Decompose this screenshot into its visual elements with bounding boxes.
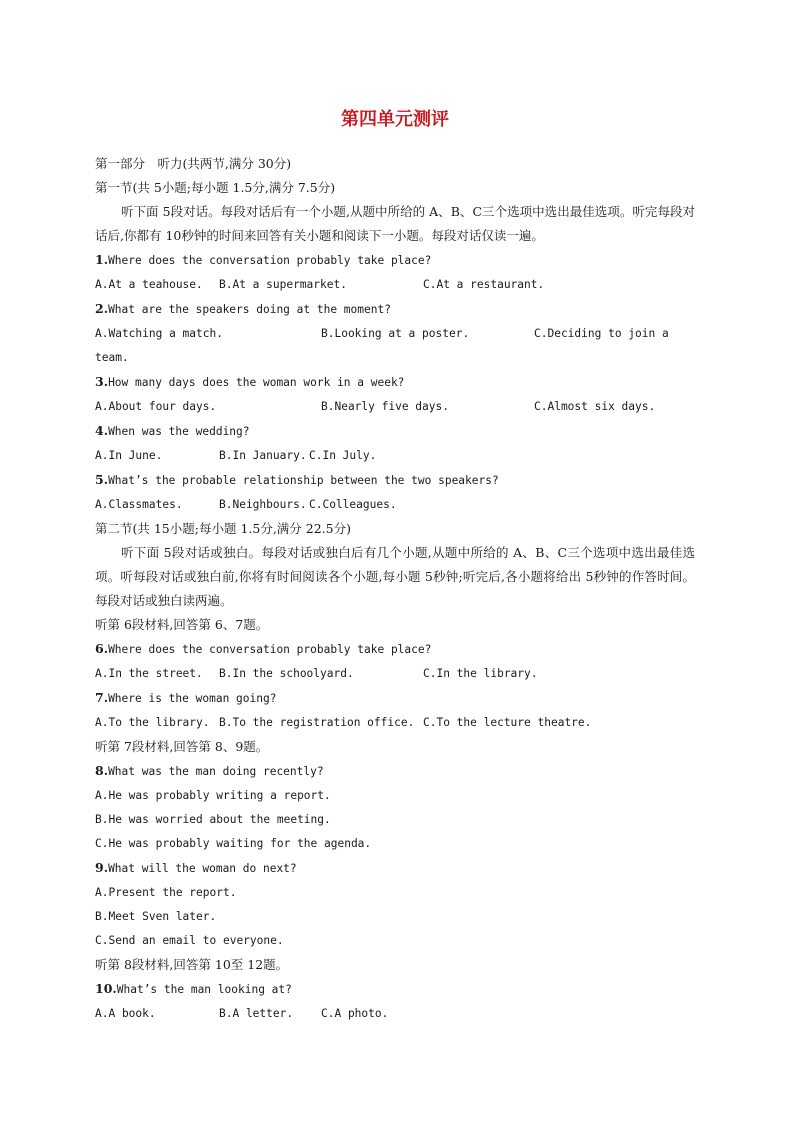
question-text: What was the man doing recently? bbox=[108, 765, 324, 778]
option-a: A.Present the report. bbox=[95, 886, 237, 899]
material-7-heading: 听第 7段材料,回答第 8、9题。 bbox=[95, 739, 269, 754]
question-6 bbox=[95, 637, 695, 662]
material-6-heading: 听第 6段材料,回答第 6、7题。 bbox=[95, 617, 269, 632]
option-a: A.A book. bbox=[95, 1007, 156, 1020]
option-b: B.Meet Sven later. bbox=[95, 910, 217, 923]
option-b: B.In January. bbox=[219, 449, 307, 462]
question-7-options bbox=[95, 711, 695, 735]
option-c: C.Almost six days. bbox=[534, 400, 656, 413]
option-b: B.A letter. bbox=[219, 1007, 294, 1020]
question-1 bbox=[95, 248, 695, 273]
option-c: C.A photo. bbox=[321, 1007, 389, 1020]
question-8 bbox=[95, 759, 695, 784]
question-text: What’s the man looking at? bbox=[116, 983, 292, 996]
page-title: 第四单元测评 bbox=[341, 109, 449, 130]
question-10 bbox=[95, 977, 695, 1002]
question-text: When was the wedding? bbox=[108, 425, 250, 438]
section2-heading: 第二节(共 15小题;每小题 1.5分,满分 22.5分) bbox=[95, 521, 351, 536]
option-b: B.In the schoolyard. bbox=[219, 667, 354, 680]
option-c: C.Send an email to everyone. bbox=[95, 934, 284, 947]
question-5-options bbox=[95, 493, 695, 517]
section1-instructions: 听下面 5段对话。每段对话后有一个小题,从题中所给的 A、B、C三个选项中选出最佳选项。听完每段对话后,你都有 10秒钟的时间来回答有关小题和阅读下一小题。每段对话仅读一遍。 bbox=[95, 204, 695, 243]
option-b: B.Looking at a poster. bbox=[321, 327, 470, 340]
question-8-option-c-row bbox=[95, 832, 695, 856]
question-text: Where does the conversation probably take place? bbox=[108, 254, 432, 267]
question-4-options bbox=[95, 444, 695, 468]
question-9-option-a-row bbox=[95, 881, 695, 905]
question-number: 9. bbox=[95, 860, 109, 875]
option-c: C.Deciding to join a bbox=[534, 327, 669, 340]
question-10-options bbox=[95, 1002, 695, 1026]
option-c: C.In July. bbox=[309, 449, 377, 462]
option-c: C.At a restaurant. bbox=[423, 278, 545, 291]
question-number: 8. bbox=[95, 763, 109, 778]
option-c: C.He was probably waiting for the agenda. bbox=[95, 837, 372, 850]
option-a: A.In the street. bbox=[95, 667, 203, 680]
part1-heading: 第一部分 听力(共两节,满分 30分) bbox=[95, 156, 292, 171]
question-8-option-b-row bbox=[95, 808, 695, 832]
question-9-option-b-row bbox=[95, 905, 695, 929]
question-3-options bbox=[95, 395, 695, 419]
question-7 bbox=[95, 686, 695, 711]
option-b: B.Neighbours. bbox=[219, 498, 307, 511]
option-b: B.To the registration office. bbox=[219, 716, 415, 729]
question-1-options bbox=[95, 273, 695, 297]
question-text: What’s the probable relationship between the two speakers? bbox=[108, 474, 499, 487]
question-3 bbox=[95, 370, 695, 395]
question-text: What are the speakers doing at the moment? bbox=[108, 303, 391, 316]
question-number: 7. bbox=[95, 690, 109, 705]
question-9 bbox=[95, 856, 695, 881]
question-5 bbox=[95, 468, 695, 493]
question-8-option-a-row bbox=[95, 784, 695, 808]
option-a: A.About four days. bbox=[95, 400, 217, 413]
section2-instructions: 听下面 5段对话或独白。每段对话或独白后有几个小题,从题中所给的 A、B、C三个选项中选出最佳选项。听每段对话或独白前,你将有时间阅读各个小题,每小题 5秒钟;听完后,各小题将给出 5秒钟的作答时间。每段对话或独白读两遍。 bbox=[95, 545, 695, 608]
question-6-options bbox=[95, 662, 695, 686]
option-c-continued: team. bbox=[95, 351, 129, 364]
question-9-option-c-row bbox=[95, 929, 695, 953]
question-number: 1. bbox=[95, 252, 109, 267]
option-a: A.Watching a match. bbox=[95, 327, 223, 340]
question-number: 2. bbox=[95, 301, 109, 316]
option-c: C.Colleagues. bbox=[309, 498, 397, 511]
question-text: How many days does the woman work in a week? bbox=[108, 376, 405, 389]
question-number: 4. bbox=[95, 423, 109, 438]
option-a: A.At a teahouse. bbox=[95, 278, 203, 291]
option-b: B.He was worried about the meeting. bbox=[95, 813, 331, 826]
option-b: B.Nearly five days. bbox=[321, 400, 449, 413]
question-2-options-cont bbox=[95, 346, 695, 370]
question-text: Where is the woman going? bbox=[108, 692, 277, 705]
question-2 bbox=[95, 297, 695, 322]
option-c: C.In the library. bbox=[423, 667, 538, 680]
question-4 bbox=[95, 419, 695, 444]
question-text: What will the woman do next? bbox=[108, 862, 297, 875]
question-2-options bbox=[95, 322, 695, 346]
exam-page bbox=[95, 108, 695, 1026]
option-b: B.At a supermarket. bbox=[219, 278, 347, 291]
material-8-heading: 听第 8段材料,回答第 10至 12题。 bbox=[95, 957, 289, 972]
question-number: 6. bbox=[95, 641, 109, 656]
question-number: 10. bbox=[95, 981, 117, 996]
option-c: C.To the lecture theatre. bbox=[423, 716, 592, 729]
option-a: A.He was probably writing a report. bbox=[95, 789, 331, 802]
option-a: A.Classmates. bbox=[95, 498, 183, 511]
section1-heading: 第一节(共 5小题;每小题 1.5分,满分 7.5分) bbox=[95, 180, 336, 195]
question-number: 5. bbox=[95, 472, 109, 487]
question-number: 3. bbox=[95, 374, 109, 389]
option-a: A.In June. bbox=[95, 449, 163, 462]
option-a: A.To the library. bbox=[95, 716, 210, 729]
question-text: Where does the conversation probably take place? bbox=[108, 643, 432, 656]
